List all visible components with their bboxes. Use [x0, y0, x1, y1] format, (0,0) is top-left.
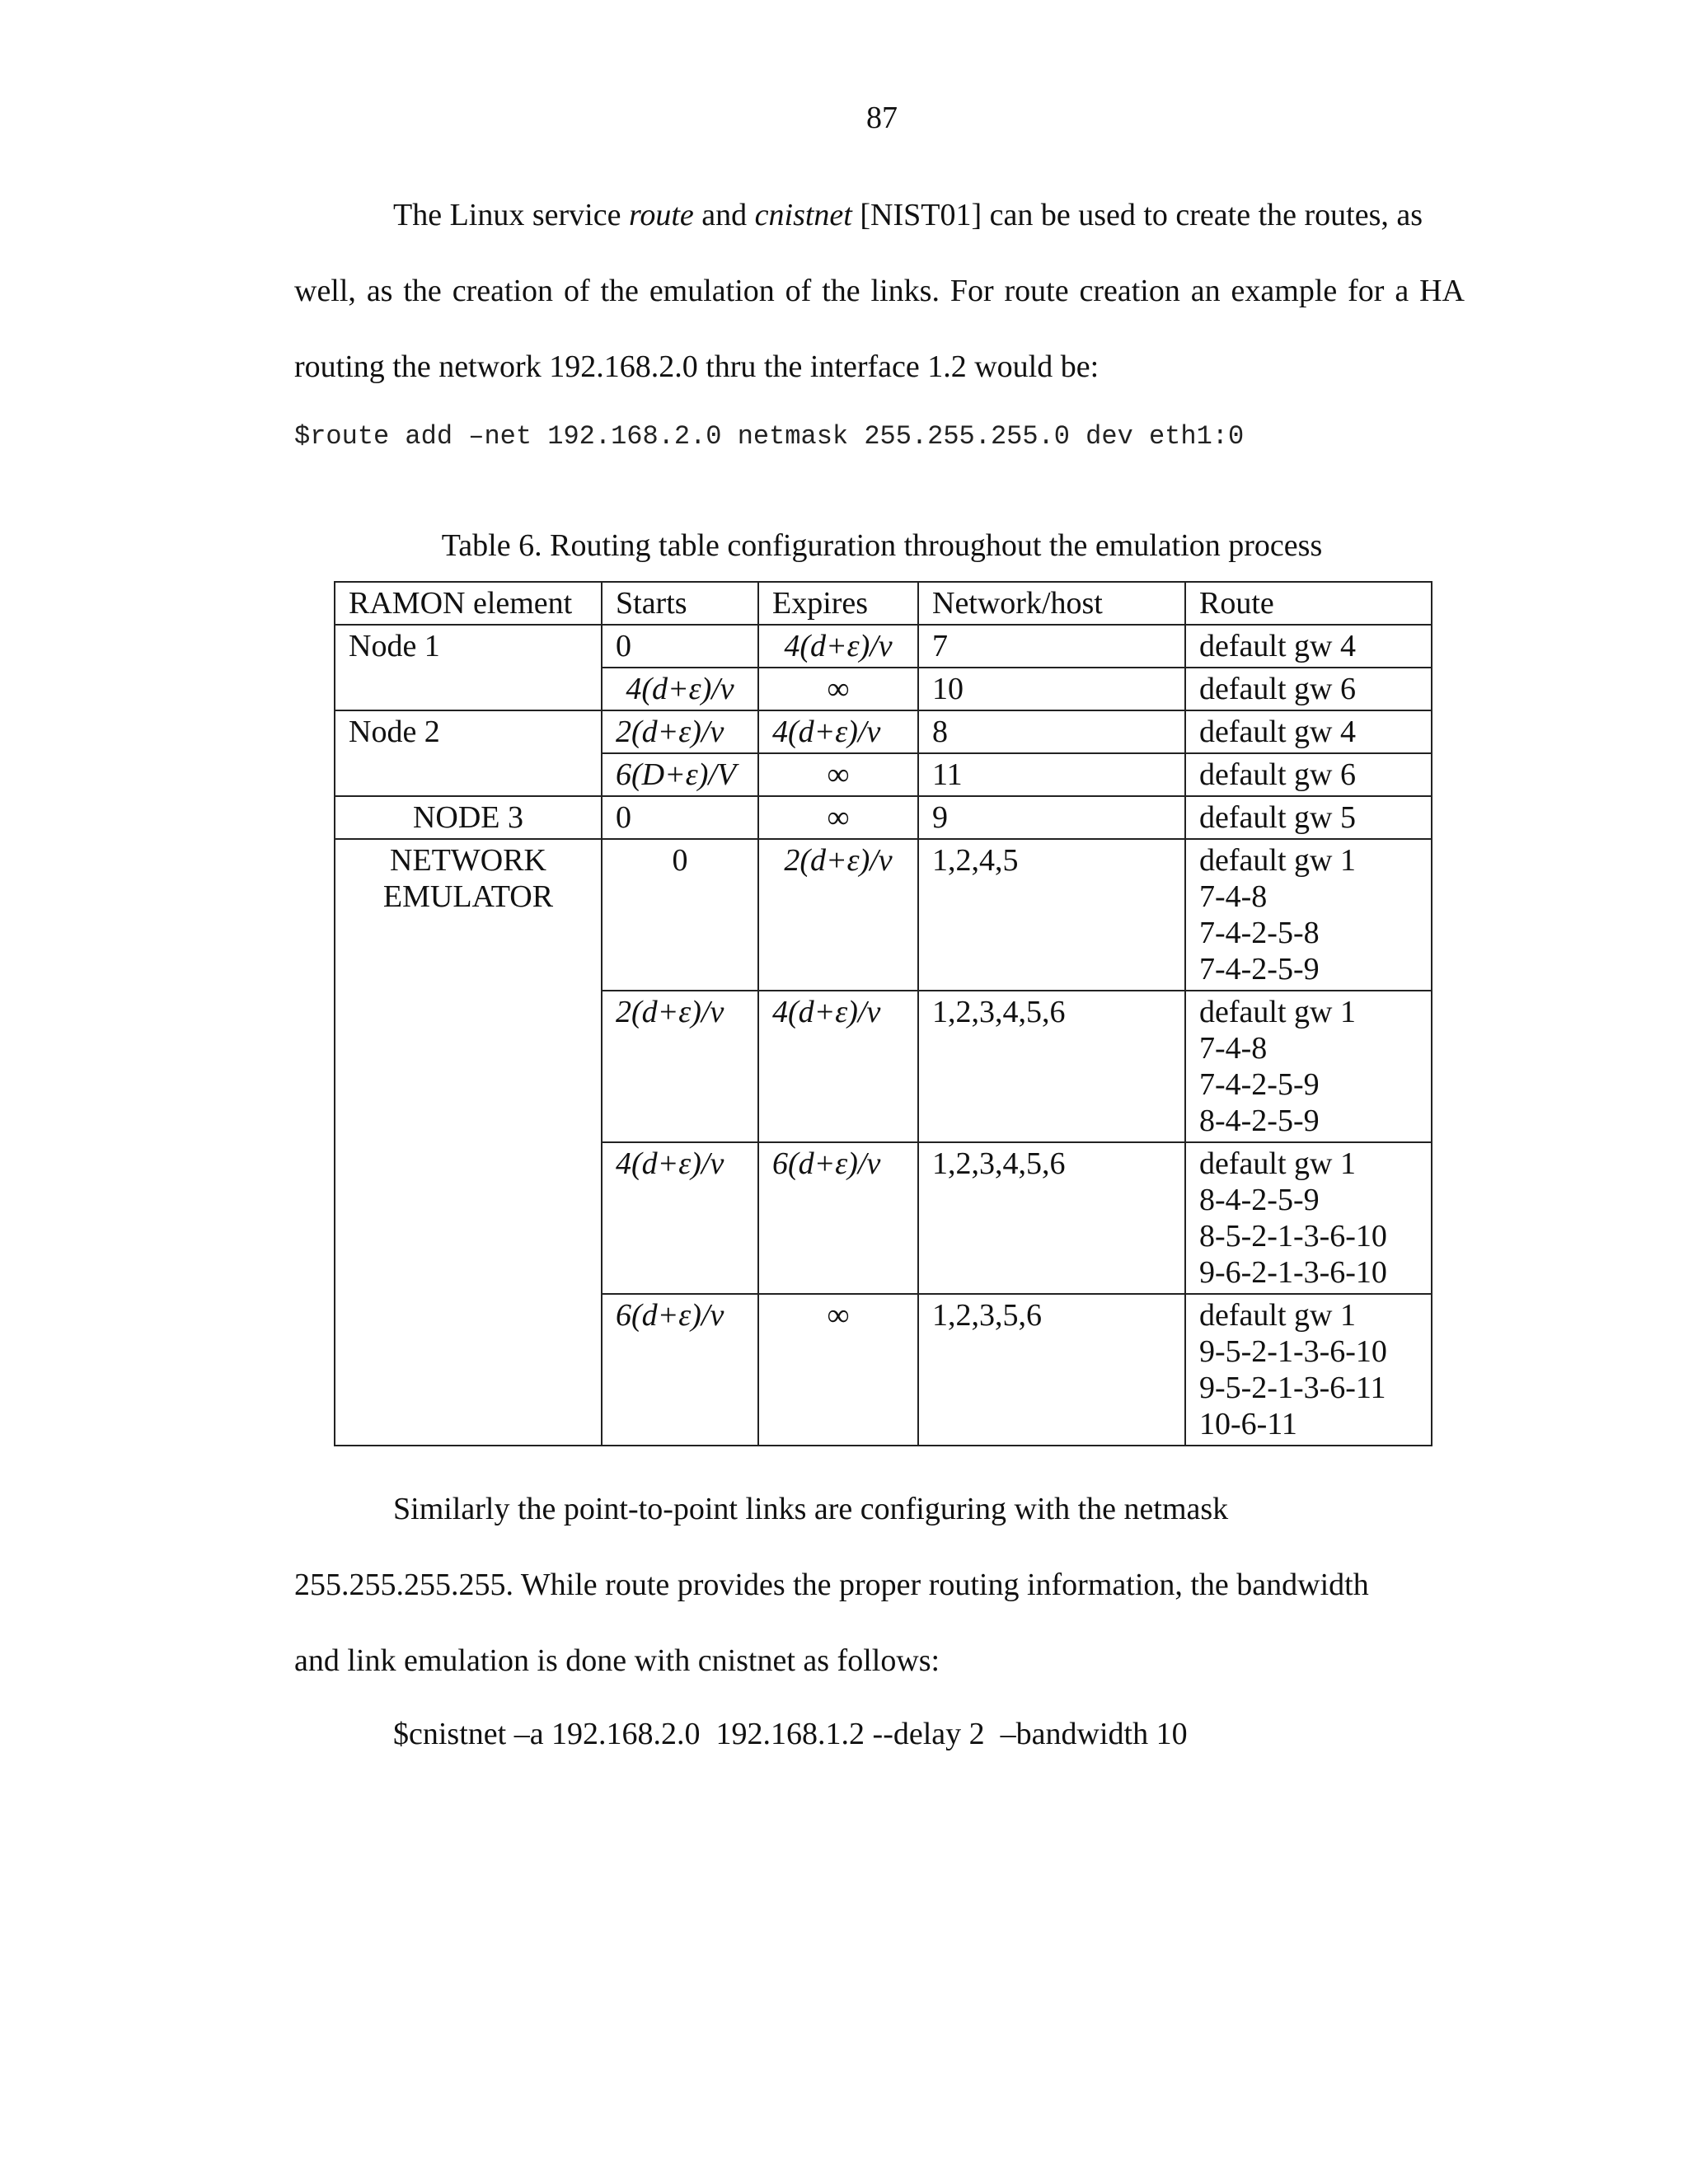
paragraph-cnistnet	[294, 1471, 1465, 1699]
paragraph-intro	[294, 177, 1465, 405]
header-route: Route	[1185, 582, 1432, 625]
header-expires: Expires	[758, 582, 918, 625]
cell-starts: 6(d+ε)/v	[602, 1294, 758, 1446]
route-command: $route add –net 192.168.2.0 netmask 255.255.255.0 dev eth1:0	[294, 421, 1245, 452]
cell-network: 11	[918, 753, 1185, 796]
cell-starts: 0	[602, 839, 758, 991]
cell-starts: 2(d+ε)/v	[602, 991, 758, 1142]
cell-starts: 2(d+ε)/v	[602, 710, 758, 753]
cell-expires: 4(d+ε)/v	[758, 625, 918, 668]
cell-route: default gw 4	[1185, 710, 1432, 753]
cell-route: default gw 1 8-4-2-5-9 8-5-2-1-3-6-10 9-6-2-1-3-6-10	[1185, 1142, 1432, 1294]
table-row	[335, 625, 1432, 668]
paragraph-cnistnet-line-2: 255.255.255.255. While route provides the proper routing information, the bandwidth	[294, 1568, 1369, 1602]
cell-expires: 4(d+ε)/v	[758, 710, 918, 753]
element-node-1: Node 1	[335, 625, 602, 710]
table-row	[335, 796, 1432, 839]
paragraph-cnistnet-line-3: and link emulation is done with cnistnet as follows:	[294, 1643, 940, 1678]
paragraph-cnistnet-line-1: Similarly the point-to-point links are configuring with the netmask	[393, 1492, 1229, 1526]
cell-route: default gw 6	[1185, 753, 1432, 796]
cell-network: 9	[918, 796, 1185, 839]
header-network-host: Network/host	[918, 582, 1185, 625]
cell-expires: 4(d+ε)/v	[758, 991, 918, 1142]
table-header-row	[335, 582, 1432, 625]
cell-network: 1,2,3,4,5,6	[918, 991, 1185, 1142]
table-caption: Table 6. Routing table configuration throughout the emulation process	[441, 528, 1323, 563]
cell-expires: ∞	[758, 1294, 918, 1446]
cell-network: 1,2,3,4,5,6	[918, 1142, 1185, 1294]
cell-route: default gw 4	[1185, 625, 1432, 668]
cell-starts: 6(D+ε)/V	[602, 753, 758, 796]
routing-table	[334, 581, 1432, 1446]
page-number: 87	[866, 101, 898, 135]
header-ramon-element: RAMON element	[335, 582, 602, 625]
element-node-2: Node 2	[335, 710, 602, 796]
cell-starts: 0	[602, 625, 758, 668]
paragraph-intro-line-1: The Linux service route and cnistnet [NIST01] can be used to create the routes, as	[393, 198, 1423, 232]
cell-expires: 2(d+ε)/v	[758, 839, 918, 991]
cell-expires: ∞	[758, 668, 918, 710]
cell-network: 8	[918, 710, 1185, 753]
cell-route: default gw 1 9-5-2-1-3-6-10 9-5-2-1-3-6-11 10-6-11	[1185, 1294, 1432, 1446]
element-node-3: NODE 3	[335, 796, 602, 839]
header-starts: Starts	[602, 582, 758, 625]
cell-network: 1,2,3,5,6	[918, 1294, 1185, 1446]
table-row	[335, 839, 1432, 991]
cell-starts: 4(d+ε)/v	[602, 668, 758, 710]
element-network-emulator: NETWORK EMULATOR	[335, 839, 602, 1446]
cell-route: default gw 5	[1185, 796, 1432, 839]
cell-route: default gw 6	[1185, 668, 1432, 710]
cell-expires: ∞	[758, 753, 918, 796]
cell-starts: 0	[602, 796, 758, 839]
cell-expires: ∞	[758, 796, 918, 839]
table-row	[335, 710, 1432, 753]
cell-starts: 4(d+ε)/v	[602, 1142, 758, 1294]
cell-route: default gw 1 7-4-8 7-4-2-5-9 8-4-2-5-9	[1185, 991, 1432, 1142]
cell-route: default gw 1 7-4-8 7-4-2-5-8 7-4-2-5-9	[1185, 839, 1432, 991]
paragraph-intro-line-3: routing the network 192.168.2.0 thru the interface 1.2 would be:	[294, 349, 1100, 384]
cnistnet-command: $cnistnet –a 192.168.2.0 192.168.1.2 --delay 2 –bandwidth 10	[393, 1717, 1188, 1751]
cell-network: 1,2,4,5	[918, 839, 1185, 991]
cell-network: 10	[918, 668, 1185, 710]
paragraph-intro-line-2: well, as the creation of the emulation of the links. For route creation an example for a HA	[294, 274, 1465, 308]
cell-network: 7	[918, 625, 1185, 668]
cell-expires: 6(d+ε)/v	[758, 1142, 918, 1294]
